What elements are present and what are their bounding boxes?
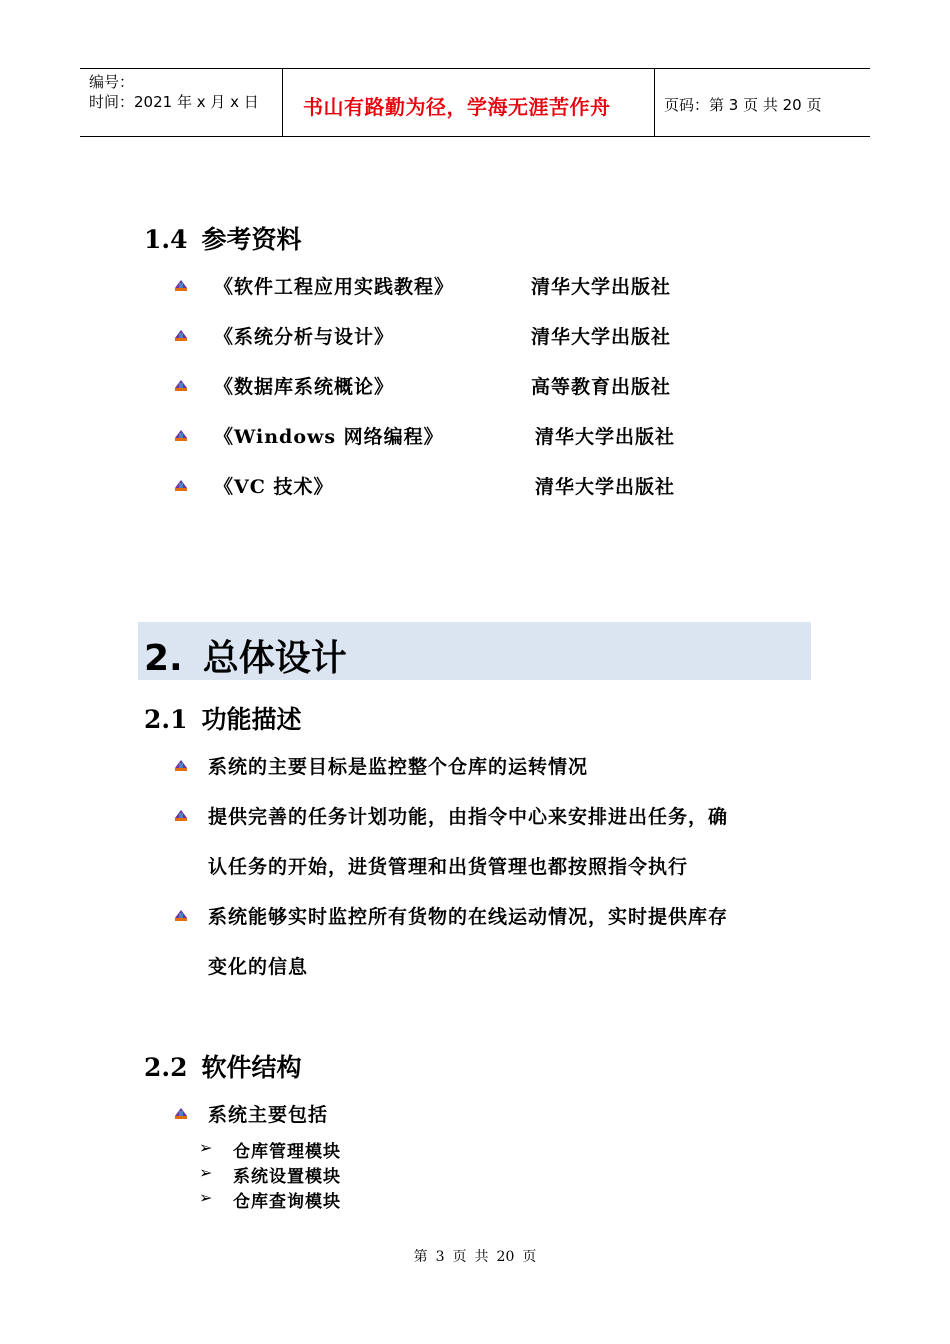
function-item-line: 变化的信息 — [208, 956, 309, 978]
page-header — [80, 68, 870, 137]
reference-publisher: 清华大学出版社 — [535, 426, 676, 448]
bullet-icon — [174, 279, 188, 293]
arrow-bullet-icon: ➢ — [199, 1163, 213, 1182]
chapter-title: 总体设计 — [202, 638, 347, 679]
header-page-info: 页码：第 3 页 共 20 页 — [664, 96, 822, 114]
function-item-line: 系统能够实时监控所有货物的在线运动情况，实时提供库存 — [208, 906, 729, 928]
section-title: 功能描述 — [201, 705, 302, 734]
module-item: 系统设置模块 — [233, 1167, 341, 1187]
function-item-line: 系统的主要目标是监控整个仓库的运转情况 — [208, 756, 589, 778]
footer-total-word: 共 — [474, 1249, 489, 1265]
bullet-icon — [174, 1107, 188, 1121]
reference-book-title: 《Windows 网络编程》 — [214, 426, 444, 448]
reference-book-title: 《系统分析与设计》 — [214, 326, 395, 348]
section-title: 软件结构 — [201, 1053, 302, 1082]
header-number: 编号： — [89, 73, 135, 91]
function-item-line: 提供完善的任务计划功能，由指令中心来安排进出任务，确 — [208, 806, 729, 828]
footer-page-unit: 页 — [452, 1249, 467, 1265]
bullet-icon — [174, 379, 188, 393]
reference-publisher: 清华大学出版社 — [535, 476, 676, 498]
reference-book-title: 《数据库系统概论》 — [214, 376, 395, 398]
bullet-icon — [174, 909, 188, 923]
section-number: 2.1 — [144, 705, 188, 734]
section-number: 1.4 — [144, 225, 188, 254]
bullet-icon — [174, 429, 188, 443]
footer-total-unit: 页 — [522, 1249, 537, 1265]
header-middle-cell — [283, 69, 655, 136]
module-item: 仓库查询模块 — [233, 1192, 341, 1212]
arrow-bullet-icon: ➢ — [199, 1138, 213, 1157]
header-left-cell — [80, 69, 283, 136]
structure-intro: 系统主要包括 — [208, 1104, 329, 1126]
reference-publisher: 高等教育出版社 — [531, 376, 672, 398]
reference-publisher: 清华大学出版社 — [531, 276, 672, 298]
bullet-icon — [174, 759, 188, 773]
section-number: 2.2 — [144, 1053, 188, 1082]
reference-book-title: 《软件工程应用实践教程》 — [214, 276, 455, 298]
page-footer — [0, 1246, 950, 1266]
footer-page-word: 第 — [413, 1249, 428, 1265]
chapter-2-heading — [144, 630, 347, 681]
bullet-icon — [174, 329, 188, 343]
reference-book-title: 《VC 技术》 — [214, 476, 334, 498]
header-motto: 书山有路勤为径，学海无涯苦作舟 — [303, 95, 611, 119]
footer-page-number: 3 — [435, 1249, 445, 1265]
section-1-4-heading — [144, 220, 302, 256]
section-2-2-heading — [144, 1048, 302, 1084]
arrow-bullet-icon: ➢ — [199, 1188, 213, 1207]
function-item-line: 认任务的开始，进货管理和出货管理也都按照指令执行 — [208, 856, 689, 878]
header-time: 时间：2021 年 x 月 x 日 — [89, 93, 259, 111]
bullet-icon — [174, 809, 188, 823]
footer-total-number: 20 — [496, 1249, 515, 1265]
bullet-icon — [174, 479, 188, 493]
chapter-number: 2. — [144, 638, 183, 679]
header-right-cell — [655, 69, 870, 136]
section-2-1-heading — [144, 700, 302, 736]
section-title: 参考资料 — [201, 225, 302, 254]
reference-publisher: 清华大学出版社 — [531, 326, 672, 348]
module-item: 仓库管理模块 — [233, 1142, 341, 1162]
